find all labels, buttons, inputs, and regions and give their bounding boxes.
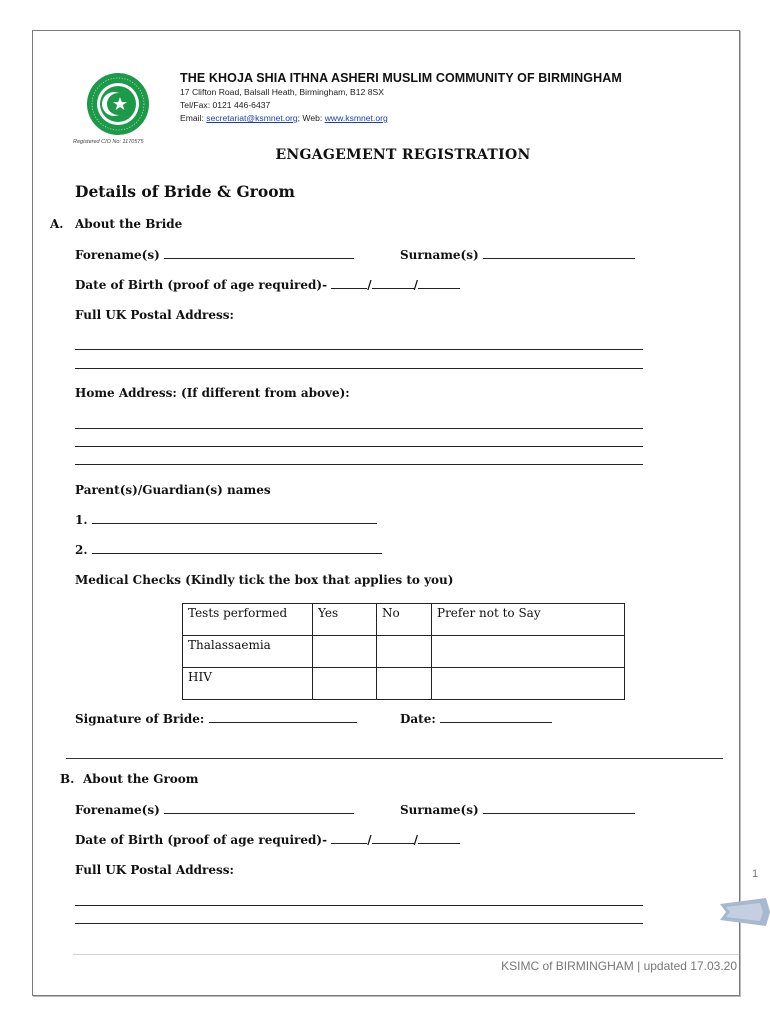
table-header-no: No bbox=[377, 604, 432, 636]
page-number: 1 bbox=[752, 868, 759, 880]
section-title: Details of Bride & Groom bbox=[75, 182, 295, 201]
bride-home-line-3[interactable] bbox=[75, 464, 643, 465]
email-link[interactable]: secretariat@ksmnet.org bbox=[206, 113, 298, 123]
bride-date-field[interactable] bbox=[400, 712, 552, 726]
bride-heading: About the Bride bbox=[75, 217, 183, 231]
bride-date-label: Date: bbox=[400, 712, 436, 726]
bride-home-line-2[interactable] bbox=[75, 446, 643, 447]
registered-cio-number: Registered CIO No: 1170575 bbox=[73, 139, 144, 145]
groom-heading: About the Groom bbox=[83, 772, 199, 786]
groom-postal-line-2[interactable] bbox=[75, 923, 643, 924]
document-page bbox=[32, 30, 740, 996]
bride-home-label: Home Address: (If different from above): bbox=[75, 386, 350, 400]
groom-dob-day[interactable] bbox=[331, 842, 367, 844]
bride-surname-field[interactable] bbox=[400, 248, 635, 262]
bride-parents-label: Parent(s)/Guardian(s) names bbox=[75, 483, 271, 497]
groom-forename-label: Forename(s) bbox=[75, 803, 160, 817]
bride-forename-label: Forename(s) bbox=[75, 248, 160, 262]
bride-forename-line[interactable] bbox=[164, 257, 354, 259]
bride-signature-line[interactable] bbox=[209, 721, 357, 723]
organisation-contact bbox=[180, 113, 388, 123]
bride-parent-1-line[interactable] bbox=[92, 522, 377, 524]
table-header-row bbox=[183, 604, 625, 636]
groom-surname-label: Surname(s) bbox=[400, 803, 479, 817]
bride-date-line[interactable] bbox=[440, 721, 552, 723]
table-header-tests: Tests performed bbox=[183, 604, 313, 636]
table-header-prefer-not: Prefer not to Say bbox=[432, 604, 625, 636]
section-divider bbox=[66, 758, 723, 759]
bride-signature-label: Signature of Bride: bbox=[75, 712, 205, 726]
bride-heading-letter: A. bbox=[50, 217, 64, 231]
document-title: ENGAGEMENT REGISTRATION bbox=[275, 147, 531, 163]
organisation-address: 17 Clifton Road, Balsall Heath, Birmingham, B12 8SX bbox=[180, 87, 384, 97]
bride-parent-2-number: 2. bbox=[75, 543, 88, 557]
page-tab-flag-icon bbox=[720, 898, 770, 926]
footer-rule bbox=[73, 954, 739, 955]
groom-dob-month[interactable] bbox=[372, 842, 414, 844]
bride-dob-day[interactable] bbox=[331, 287, 367, 289]
groom-forename-field[interactable] bbox=[75, 803, 354, 817]
bride-home-line-1[interactable] bbox=[75, 428, 643, 429]
bride-surname-label: Surname(s) bbox=[400, 248, 479, 262]
thalassaemia-yes-checkbox[interactable] bbox=[313, 636, 377, 668]
groom-dob-year[interactable] bbox=[418, 842, 460, 844]
hiv-yes-checkbox[interactable] bbox=[313, 668, 377, 700]
groom-forename-line[interactable] bbox=[164, 812, 354, 814]
bride-surname-line[interactable] bbox=[483, 257, 635, 259]
web-label: ; Web: bbox=[297, 113, 325, 123]
community-logo-icon bbox=[81, 71, 155, 137]
bride-signature-field[interactable] bbox=[75, 712, 357, 726]
bride-dob-field[interactable]: Date of Birth (proof of age required)- / / bbox=[75, 278, 460, 292]
bride-forename-field[interactable] bbox=[75, 248, 354, 262]
medical-checks-table bbox=[182, 603, 625, 700]
groom-postal-label: Full UK Postal Address: bbox=[75, 863, 234, 877]
groom-heading-letter: B. bbox=[60, 772, 75, 786]
thalassaemia-prefer-not-checkbox[interactable] bbox=[432, 636, 625, 668]
thalassaemia-no-checkbox[interactable] bbox=[377, 636, 432, 668]
table-header-yes: Yes bbox=[313, 604, 377, 636]
hiv-prefer-not-checkbox[interactable] bbox=[432, 668, 625, 700]
table-row bbox=[183, 668, 625, 700]
table-row-label-thalassaemia: Thalassaemia bbox=[183, 636, 313, 668]
bride-parent-1-field[interactable] bbox=[75, 513, 377, 527]
table-row bbox=[183, 636, 625, 668]
groom-postal-line-1[interactable] bbox=[75, 905, 643, 906]
bride-parent-2-line[interactable] bbox=[92, 552, 382, 554]
groom-surname-line[interactable] bbox=[483, 812, 635, 814]
web-link[interactable]: www.ksmnet.org bbox=[324, 113, 388, 123]
bride-postal-line-1[interactable] bbox=[75, 349, 643, 350]
table-row-label-hiv: HIV bbox=[183, 668, 313, 700]
email-label: Email: bbox=[180, 113, 207, 123]
bride-postal-line-2[interactable] bbox=[75, 368, 643, 369]
bride-dob-month[interactable] bbox=[372, 287, 414, 289]
organisation-telfax: Tel/Fax: 0121 446-6437 bbox=[180, 100, 271, 110]
bride-dob-label: Date of Birth (proof of age required)- bbox=[75, 278, 328, 292]
bride-medical-label: Medical Checks (Kindly tick the box that applies to you) bbox=[75, 573, 454, 587]
groom-dob-field[interactable]: Date of Birth (proof of age required)- / / bbox=[75, 833, 460, 847]
footer-text: KSIMC of BIRMINGHAM | updated 17.03.20 bbox=[501, 959, 737, 973]
bride-postal-label: Full UK Postal Address: bbox=[75, 308, 234, 322]
groom-surname-field[interactable] bbox=[400, 803, 635, 817]
bride-parent-1-number: 1. bbox=[75, 513, 88, 527]
hiv-no-checkbox[interactable] bbox=[377, 668, 432, 700]
organisation-name: THE KHOJA SHIA ITHNA ASHERI MUSLIM COMMUNITY OF BIRMINGHAM bbox=[180, 71, 622, 85]
groom-dob-label: Date of Birth (proof of age required)- bbox=[75, 833, 328, 847]
bride-dob-year[interactable] bbox=[418, 287, 460, 289]
bride-parent-2-field[interactable] bbox=[75, 543, 382, 557]
